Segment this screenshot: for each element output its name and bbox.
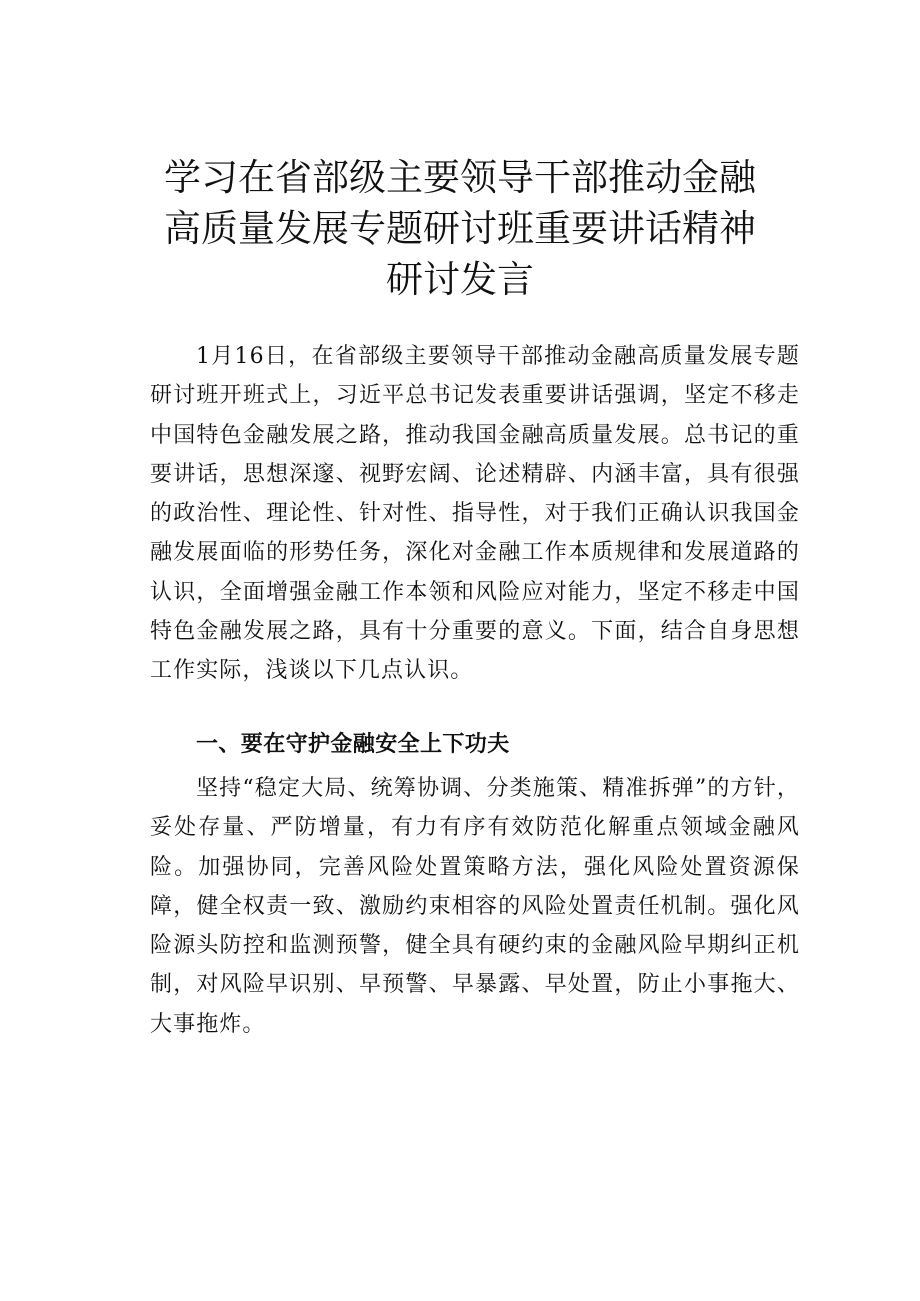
intro-paragraph: 1月16日，在省部级主要领导干部推动金融高质量发展专题研讨班开班式上，习近平总书记发表重要讲话强调，坚定不移走中国特色金融发展之路，推动我国金融高质量发展。总书记的重要讲话，思想深邃、视野宏阔、论述精辟、内涵丰富，具有很强的政治性、理论性、针对性、指导性，对于我们正确认识我国金融发展面临的形势任务，深化对金融工作本质规律和发展道路的认识，全面增强金融工作本领和风险应对能力，坚定不移走中国特色金融发展之路，具有十分重要的意义。下面，结合自身思想工作实际，浅谈以下几点认识。 bbox=[150, 344, 800, 684]
title-line-3: 研讨发言 bbox=[386, 258, 534, 301]
section-heading-1: 一、要在守护金融安全上下功夫 bbox=[196, 732, 510, 757]
document-title bbox=[120, 152, 800, 305]
title-line-2: 高质量发展专题研讨班重要讲话精神 bbox=[164, 207, 756, 250]
section-1-paragraph: 坚持“稳定大局、统筹协调、分类施策、精准拆弹”的方针，妥处存量、严防增量，有力有序有效防范化解重点领域金融风险。加强协同，完善风险处置策略方法，强化风险处置资源保障，健全权责一致、激励约束相容的风险处置责任机制。强化风险源头防控和监测预警，健全具有硬约束的金融风险早期纠正机制，对风险早识别、早预警、早暴露、早处置，防止小事拖大、大事拖炸。 bbox=[150, 776, 800, 1037]
title-line-1: 学习在省部级主要领导干部推动金融 bbox=[164, 156, 756, 199]
